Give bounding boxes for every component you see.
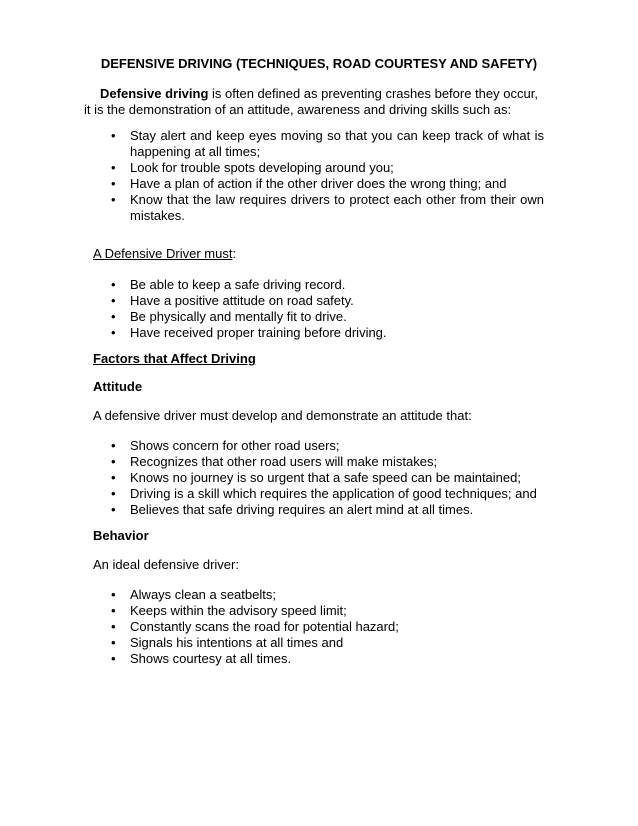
must-heading: A Defensive Driver must: (93, 246, 237, 261)
list-item: • Signals his intentions at all times and (93, 635, 544, 651)
list-item: • Shows concern for other road users; (93, 438, 553, 454)
behavior-heading: Behavior (93, 528, 149, 543)
attitude-list (93, 438, 553, 518)
list-item: • Driving is a skill which requires the application of good techniques; and (93, 486, 553, 502)
intro-line2: it is the demonstration of an attitude, awareness and driving skills such as: (84, 102, 512, 117)
list-item: • Believes that safe driving requires an alert mind at all times. (93, 502, 553, 518)
list-item: • Have a positive attitude on road safety. (93, 293, 544, 309)
intro-line1: is often defined as preventing crashes before they occur, (208, 86, 538, 101)
intro-term: Defensive driving (100, 86, 209, 101)
attitude-intro: A defensive driver must develop and demonstrate an attitude that: (93, 408, 472, 423)
list-item: • Recognizes that other road users will make mistakes; (93, 454, 553, 470)
list-item: • Have a plan of action if the other driver does the wrong thing; and (93, 176, 544, 192)
behavior-list (93, 587, 544, 667)
list-item: • Keeps within the advisory speed limit; (93, 603, 544, 619)
intro-paragraph (84, 86, 545, 118)
list-item: • Always clean a seatbelts; (93, 587, 544, 603)
list-item: • Look for trouble spots developing around you; (93, 160, 544, 176)
list-item: • Be physically and mentally fit to drive. (93, 309, 544, 325)
list-item: • Know that the law requires drivers to protect each other from their own mistakes. (93, 192, 544, 224)
must-list (93, 277, 544, 341)
list-item: • Knows no journey is so urgent that a safe speed can be maintained; (93, 470, 553, 486)
list-item: • Have received proper training before driving. (93, 325, 544, 341)
list-item: • Be able to keep a safe driving record. (93, 277, 544, 293)
attitude-heading: Attitude (93, 379, 143, 394)
factors-heading: Factors that Affect Driving (93, 351, 256, 366)
list-item: • Shows courtesy at all times. (93, 651, 544, 667)
skills-list (93, 128, 544, 224)
behavior-intro: An ideal defensive driver: (93, 557, 239, 572)
list-item: • Stay alert and keep eyes moving so that you can keep track of what is happening at all times; (93, 128, 544, 160)
list-item: • Constantly scans the road for potential hazard; (93, 619, 544, 635)
document-title: DEFENSIVE DRIVING (TECHNIQUES, ROAD COURTESY AND SAFETY) (100, 56, 538, 71)
